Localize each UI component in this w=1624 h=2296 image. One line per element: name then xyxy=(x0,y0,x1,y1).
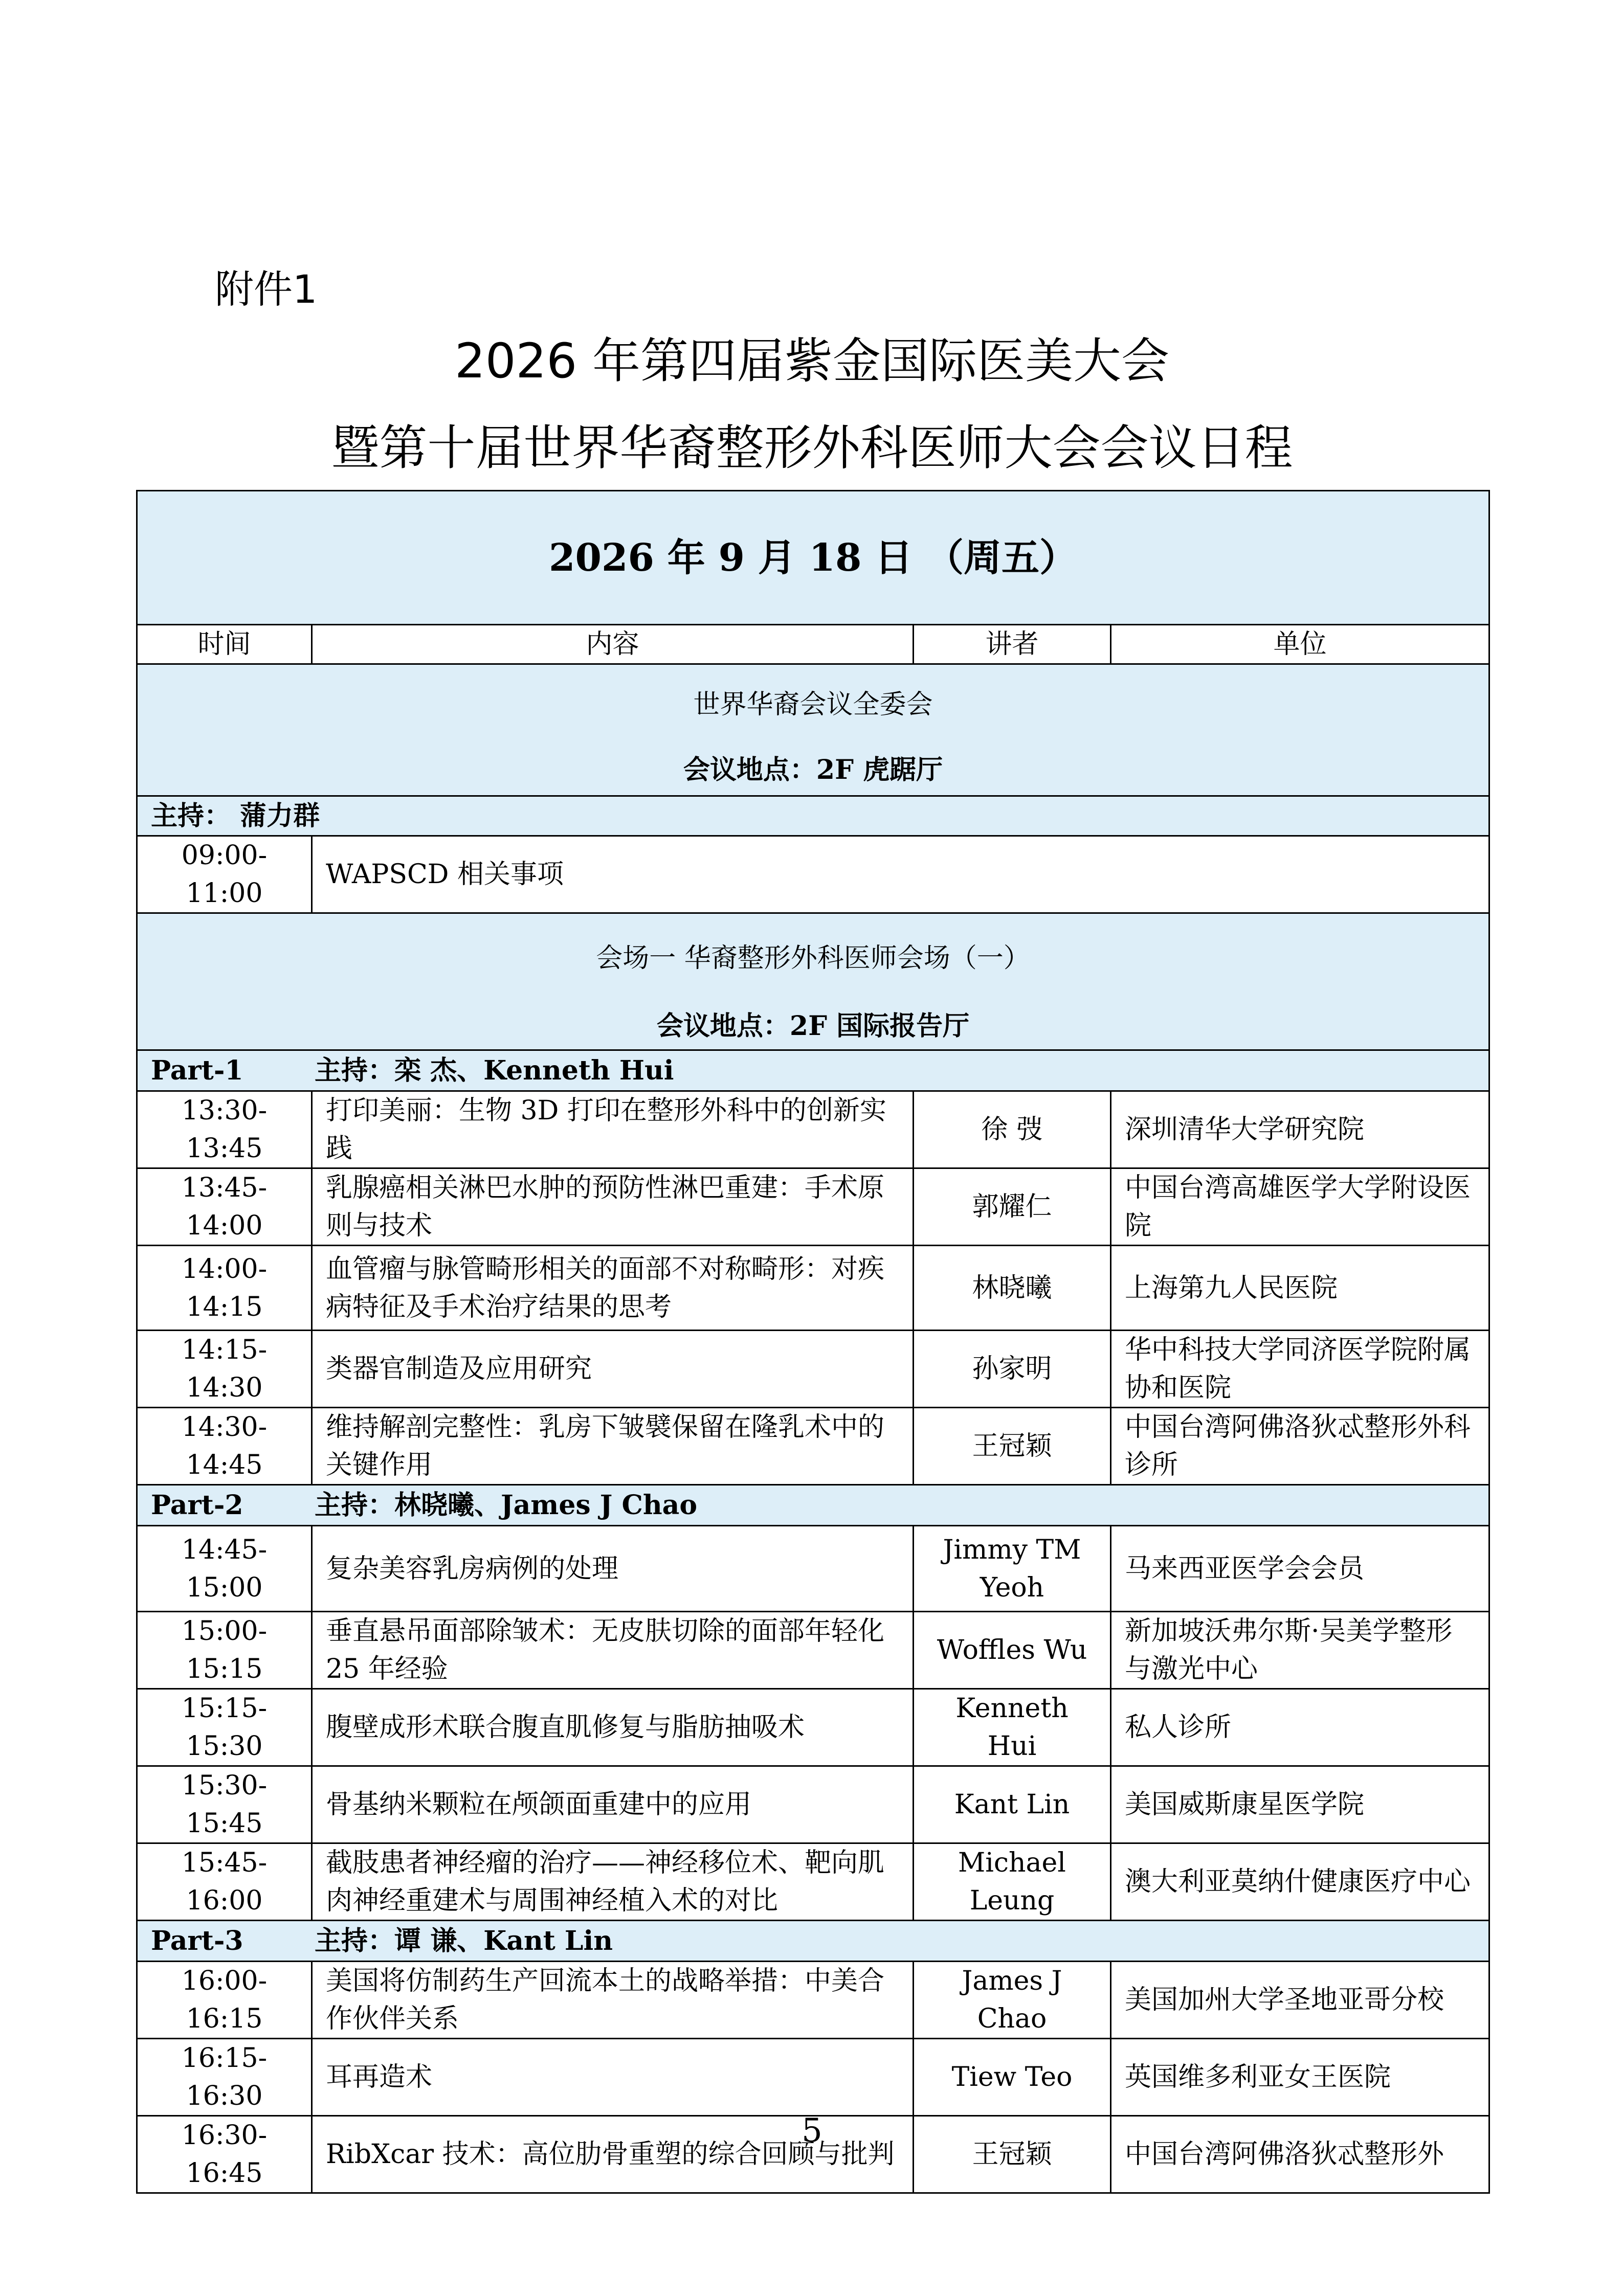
row-time: 15:00-15:15 xyxy=(137,1612,312,1689)
row-time: 13:30-13:45 xyxy=(137,1091,312,1168)
table-row xyxy=(137,1843,1489,1921)
row-time: 14:30-14:45 xyxy=(137,1408,312,1485)
table-row xyxy=(137,2039,1489,2116)
row-time: 15:15-15:30 xyxy=(137,1689,312,1766)
part-header xyxy=(137,1050,1489,1091)
row-unit: 华中科技大学同济医学院附属协和医院 xyxy=(1111,1331,1489,1408)
row-unit: 中国台湾高雄医学大学附设医院 xyxy=(1111,1168,1489,1246)
row-unit: 私人诊所 xyxy=(1111,1689,1489,1766)
table-row xyxy=(137,1526,1489,1612)
row-speaker: Michael Leung xyxy=(914,1843,1111,1921)
session-location: 会议地点：2F 国际报告厅 xyxy=(137,1003,1489,1050)
row-speaker: James J Chao xyxy=(914,1962,1111,2039)
row-unit: 中国台湾阿佛洛狄忒整形外科诊所 xyxy=(1111,1408,1489,1485)
page-number: 5 xyxy=(802,2112,822,2150)
table-row xyxy=(137,1612,1489,1689)
row-content: 骨基纳米颗粒在颅颌面重建中的应用 xyxy=(312,1766,914,1843)
table-row xyxy=(137,1331,1489,1408)
row-unit: 澳大利亚莫纳什健康医疗中心 xyxy=(1111,1843,1489,1921)
part-label: Part-3 xyxy=(151,1925,243,1956)
row-unit: 新加坡沃弗尔斯·吴美学整形与激光中心 xyxy=(1111,1612,1489,1689)
row-content: 血管瘤与脉管畸形相关的面部不对称畸形：对疾病特征及手术治疗结果的思考 xyxy=(312,1246,914,1331)
document-title-line2: 暨第十届世界华裔整形外科医师大会会议日程 xyxy=(331,420,1293,476)
row-time: 16:15-16:30 xyxy=(137,2039,312,2116)
attachment-label: 附件1 xyxy=(215,266,318,312)
row-content: 乳腺癌相关淋巴水肿的预防性淋巴重建：手术原则与技术 xyxy=(312,1168,914,1246)
row-unit: 深圳清华大学研究院 xyxy=(1111,1091,1489,1168)
row-content: 打印美丽：生物 3D 打印在整形外科中的创新实践 xyxy=(312,1091,914,1168)
column-header-time: 时间 xyxy=(137,625,312,664)
session-location: 会议地点：2F 虎踞厅 xyxy=(137,745,1489,796)
row-content: WAPSCD 相关事项 xyxy=(312,836,1489,913)
part-header xyxy=(137,1921,1489,1962)
row-unit: 马来西亚医学会会员 xyxy=(1111,1526,1489,1612)
table-row xyxy=(137,1091,1489,1168)
row-speaker: 林晓曦 xyxy=(914,1246,1111,1331)
row-time: 14:45-15:00 xyxy=(137,1526,312,1612)
part-host: 主持：谭 谦、Kant Lin xyxy=(315,1925,613,1956)
row-time: 15:30-15:45 xyxy=(137,1766,312,1843)
row-unit: 英国维多利亚女王医院 xyxy=(1111,2039,1489,2116)
document-title-line1: 2026 年第四届紫金国际医美大会 xyxy=(454,333,1170,389)
table-row xyxy=(137,1246,1489,1331)
date-header: 2026 年 9 月 18 日 （周五） xyxy=(137,491,1489,625)
row-speaker: Woffles Wu xyxy=(914,1612,1111,1689)
row-content: 美国将仿制药生产回流本土的战略举措：中美合作伙伴关系 xyxy=(312,1962,914,2039)
table-row xyxy=(137,1962,1489,2039)
table-row xyxy=(137,1689,1489,1766)
row-time: 15:45-16:00 xyxy=(137,1843,312,1921)
row-speaker: 徐 弢 xyxy=(914,1091,1111,1168)
row-content: 维持解剖完整性：乳房下皱襞保留在隆乳术中的关键作用 xyxy=(312,1408,914,1485)
column-header-content: 内容 xyxy=(312,625,914,664)
part-label: Part-2 xyxy=(151,1489,243,1521)
session-title: 会场一 华裔整形外科医师会场（一） xyxy=(137,913,1489,1003)
row-speaker: Jimmy TM Yeoh xyxy=(914,1526,1111,1612)
schedule-body xyxy=(137,491,1489,2193)
schedule-table xyxy=(136,490,1490,2194)
session-host: 主持： 蒲力群 xyxy=(137,796,1489,836)
row-speaker: 孙家明 xyxy=(914,1331,1111,1408)
row-time: 09:00-11:00 xyxy=(137,836,312,913)
row-speaker: 王冠颖 xyxy=(914,1408,1111,1485)
row-content: 垂直悬吊面部除皱术：无皮肤切除的面部年轻化 25 年经验 xyxy=(312,1612,914,1689)
row-unit: 美国威斯康星医学院 xyxy=(1111,1766,1489,1843)
row-content: 类器官制造及应用研究 xyxy=(312,1331,914,1408)
row-content: 耳再造术 xyxy=(312,2039,914,2116)
column-header-unit: 单位 xyxy=(1111,625,1489,664)
session-title: 世界华裔会议全委会 xyxy=(137,664,1489,745)
row-time: 13:45-14:00 xyxy=(137,1168,312,1246)
row-time: 16:00-16:15 xyxy=(137,1962,312,2039)
row-time: 16:30-16:45 xyxy=(137,2116,312,2193)
row-content: 复杂美容乳房病例的处理 xyxy=(312,1526,914,1612)
part-host: 主持：栾 杰、Kenneth Hui xyxy=(315,1054,674,1086)
table-row xyxy=(137,1168,1489,1246)
row-speaker: Tiew Teo xyxy=(914,2039,1111,2116)
row-speaker: Kant Lin xyxy=(914,1766,1111,1843)
row-time: 14:00-14:15 xyxy=(137,1246,312,1331)
row-unit: 上海第九人民医院 xyxy=(1111,1246,1489,1331)
row-speaker: 王冠颖 xyxy=(914,2116,1111,2193)
row-time: 14:15-14:30 xyxy=(137,1331,312,1408)
table-row xyxy=(137,1766,1489,1843)
table-row xyxy=(137,1408,1489,1485)
part-host: 主持：林晓曦、James J Chao xyxy=(315,1489,698,1521)
row-content: 腹壁成形术联合腹直肌修复与脂肪抽吸术 xyxy=(312,1689,914,1766)
part-header xyxy=(137,1485,1489,1526)
column-header-speaker: 讲者 xyxy=(914,625,1111,664)
row-unit: 中国台湾阿佛洛狄忒整形外 xyxy=(1111,2116,1489,2193)
row-content: 截肢患者神经瘤的治疗——神经移位术、靶向肌肉神经重建术与周围神经植入术的对比 xyxy=(312,1843,914,1921)
row-speaker: Kenneth Hui xyxy=(914,1689,1111,1766)
row-speaker: 郭耀仁 xyxy=(914,1168,1111,1246)
part-label: Part-1 xyxy=(151,1054,243,1086)
row-unit: 美国加州大学圣地亚哥分校 xyxy=(1111,1962,1489,2039)
row-content: RibXcar 技术：高位肋骨重塑的综合回顾与批判 xyxy=(312,2116,914,2193)
